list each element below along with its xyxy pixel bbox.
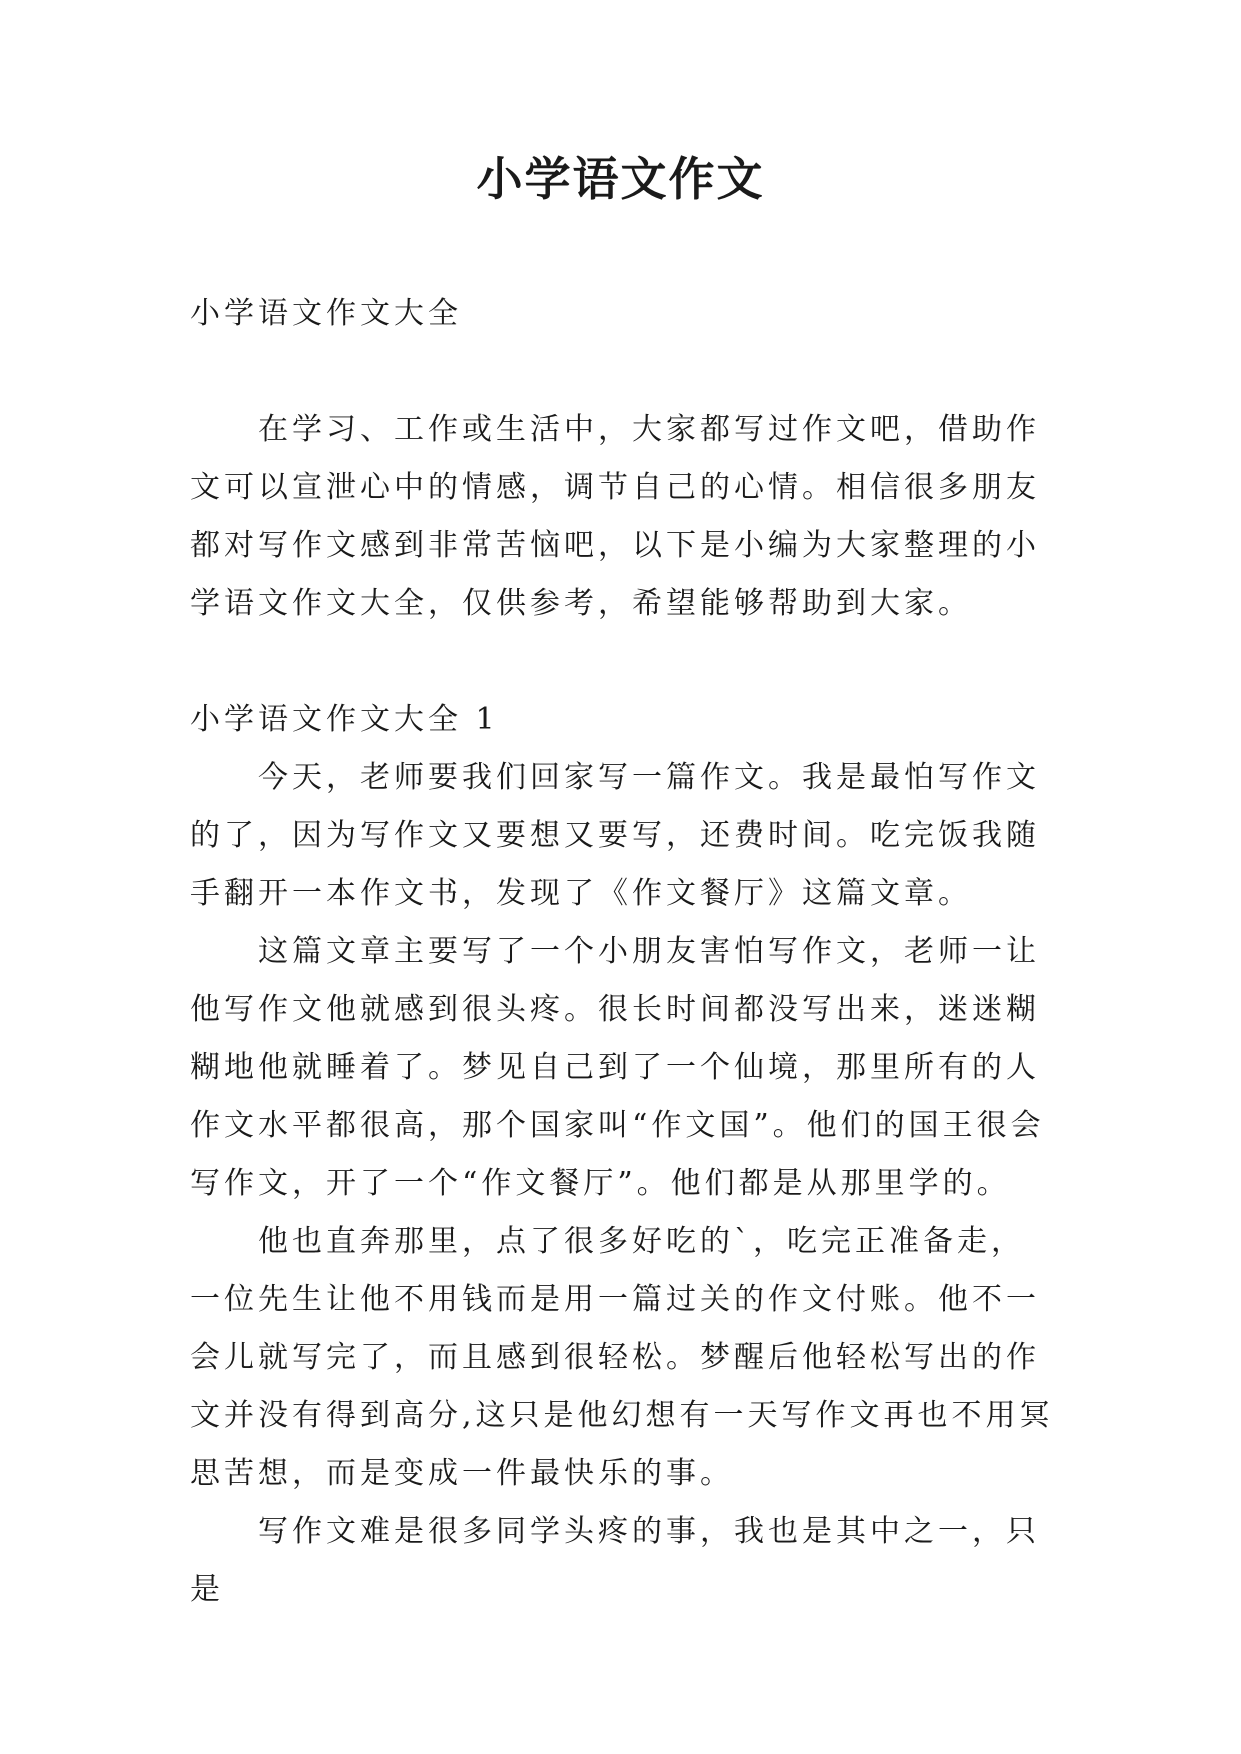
body-paragraph: 写作文难是很多同学头疼的事，我也是其中之一，只是: [190, 1514, 1040, 1607]
document-title: 小学语文作文: [476, 152, 765, 206]
body-paragraph: 今天，老师要我们回家写一篇作文。我是最怕写作文的了，因为写作文又要想又要写，还费时间。吃完饭我随手翻开一本作文书，发现了《作文餐厅》这篇文章。: [190, 760, 1040, 911]
section-heading: 小学语文作文大全 1: [190, 702, 499, 737]
spacer: [190, 633, 1055, 691]
body-paragraph: 他也直奔那里，点了很多好吃的`，吃完正准备走，一位先生让他不用钱而是用一篇过关的作文付账。他不一会儿就写完了，而且感到很轻松。梦醒后他轻松写出的作文并没有得到高分,这只是他幻想有一天写作文再也不用冥思苦想，而是变成一件最快乐的事。: [190, 1224, 1054, 1491]
document-body: [190, 285, 1055, 1619]
document-subtitle: 小学语文作文大全: [190, 296, 462, 331]
body-paragraph: 这篇文章主要写了一个小朋友害怕写作文，老师一让他写作文他就感到很头疼。很长时间都没写出来，迷迷糊糊地他就睡着了。梦见自己到了一个仙境，那里所有的人作文水平都很高，那个国家叫“作文国”。他们的国王很会写作文，开了一个“作文餐厅”。他们都是从那里学的。: [190, 934, 1045, 1201]
intro-paragraph: 在学习、工作或生活中，大家都写过作文吧，借助作文可以宣泄心中的情感，调节自己的心情。相信很多朋友都对写作文感到非常苦恼吧，以下是小编为大家整理的小学语文作文大全，仅供参考，希望能够帮助到大家。: [190, 412, 1040, 621]
spacer: [190, 343, 1055, 401]
